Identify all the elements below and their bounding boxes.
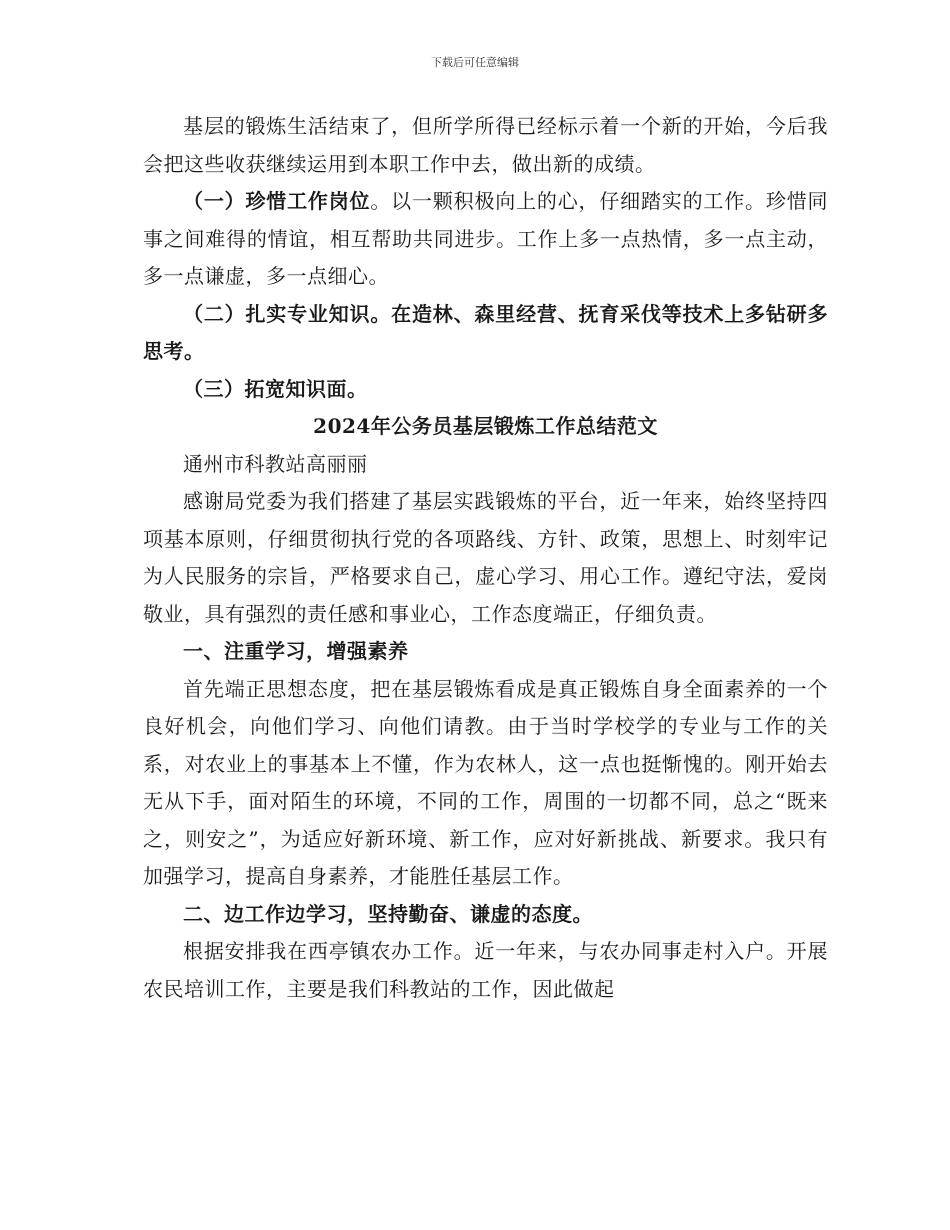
- paragraph-work: 根据安排我在西亭镇农办工作。近一年来，与农办同事走村入户。开展农民培训工作，主要是我们科教站的工作，因此做起: [143, 939, 828, 1001]
- section-heading-1: 一、注重学习，增强素养: [183, 639, 409, 663]
- paragraph-thanks: 感谢局党委为我们搭建了基层实践锻炼的平台，近一年来，始终坚持四项基本原则，仔细贯彻执行党的各项路线、方针、政策，思想上、时刻牢记为人民服务的宗旨，严格要求自己，虚心学习、用心工作。遵纪守法，爱岗敬业，具有强烈的责任感和事业心，工作态度端正，仔细负责。: [143, 489, 828, 626]
- author-line: 通州市科教站高丽丽: [183, 451, 368, 476]
- paragraph-cherish-job-body: 。以一颗积极向上的心，仔细踏实的工作。珍惜同事之间难得的情谊，相互帮助共同进步。工作上多一点热情，多一点主动，多一点谦虚，多一点细心。: [143, 189, 829, 288]
- section-heading-2: 二、边工作边学习，坚持勤奋、谦虚的态度。: [183, 901, 593, 926]
- paragraph-study: 首先端正思想态度，把在基层锻炼看成是真正锻炼自身全面素养的一个良好机会，向他们学习、向他们请教。由于当时学校学的专业与工作的关系，对农业上的事基本上不懂，作为农林人，这一点也挺惭愧的。刚开始去无从下手，面对陌生的环境，不同的工作，周围的一切都不同，总之“既来之，则安之”，为适应好新环境、新工作，应对好新挑战、新要求。我只有加强学习，提高自身素养，才能胜任基层工作。: [143, 676, 828, 888]
- paragraph-cherish-job-lead: （一）珍惜工作岗位: [183, 189, 371, 213]
- document-title: 2024年公务员基层锻炼工作总结范文: [313, 414, 658, 438]
- document-body: [143, 108, 828, 1008]
- paragraph-intro: 基层的锻炼生活结束了，但所学所得已经标示着一个新的开始，今后我会把这些收获继续运用到本职工作中去，做出新的成绩。: [143, 114, 828, 176]
- paragraph-professional-knowledge: （二）扎实专业知识。在造林、森里经营、抚育采伐等技术上多钻研多思考。: [143, 301, 828, 363]
- paragraph-broaden-knowledge: （三）拓宽知识面。: [183, 376, 368, 401]
- paragraph-cherish-job: [143, 183, 828, 296]
- header-note: 下载后可任意编辑: [431, 56, 519, 69]
